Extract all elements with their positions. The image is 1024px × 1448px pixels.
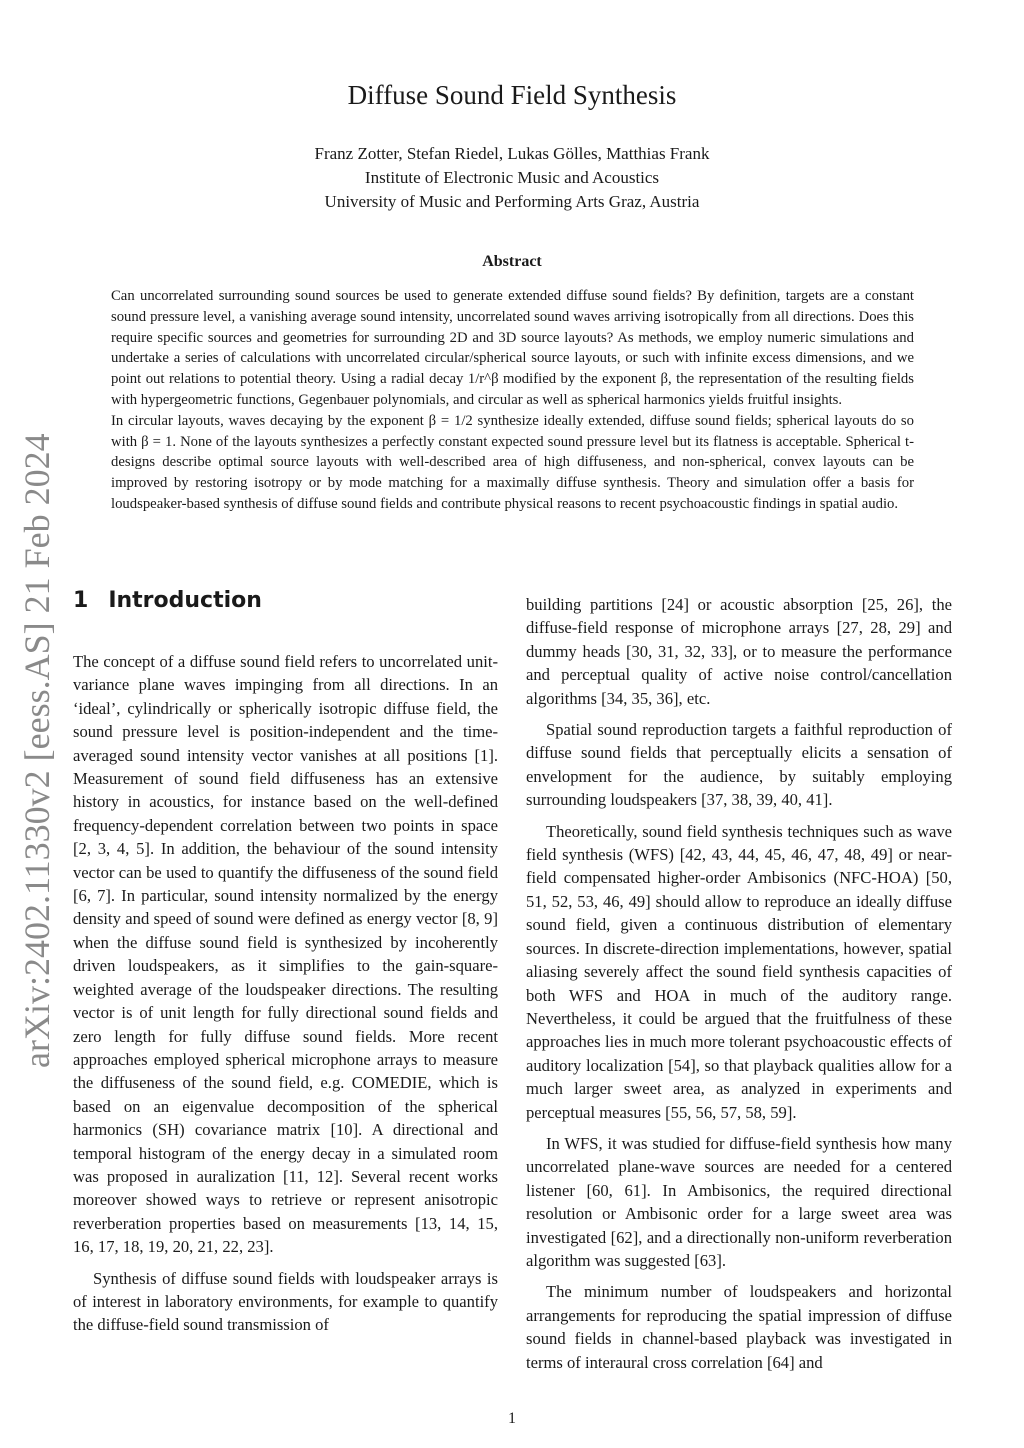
body-paragraph: The minimum number of loudspeakers and horizontal arrangements for reproducing the spatial impression of diffuse sound fields in channel-based playback was investigated in terms of interaural cross correlation [64] and	[526, 1282, 952, 1372]
abstract	[111, 286, 914, 515]
abstract-heading: Abstract	[482, 253, 542, 270]
author-block	[0, 142, 1024, 214]
right-column	[526, 593, 952, 1382]
body-paragraph: Theoretically, sound field synthesis techniques such as wave field synthesis (WFS) [42, 43, 44, 45, 46, 47, 48, 49] or near-field compensated higher-order Ambisonics (NFC-HOA) [50, 51, 52, 53, 46, 49] should allow to reproduce an ideally diffuse sound field, given a continuous distribution of elementary sources. In discrete-direction implementations, however, spatial aliasing severely affect the sound field synthesis capacities of both WFS and HOA in much of the auditory range. Nevertheless, it could be argued that the fruitfulness of these approaches lies in much more tolerant psychoacoustic effects of auditory localization [54], so that playback qualities allow for a much larger sweet area, as analyzed in experiments and perceptual measures [55, 56, 57, 58, 59].	[526, 821, 952, 1122]
body-paragraph: Spatial sound reproduction targets a faithful reproduction of diffuse sound fields that perceptually elicits a sensation of envelopment for the audience, by suitably employing surrounding loudspeakers [37, 38, 39, 40, 41].	[526, 720, 952, 810]
body-paragraph: Synthesis of diffuse sound fields with loudspeaker arrays is of interest in laboratory environments, for example to quantify the diffuse-field sound transmission of	[73, 1268, 498, 1335]
paper-title: Diffuse Sound Field Synthesis	[347, 80, 677, 110]
section-title: Introduction	[108, 588, 262, 613]
left-column	[73, 650, 498, 1345]
section-heading	[73, 588, 282, 613]
body-paragraph: In WFS, it was studied for diffuse-field synthesis how many uncorrelated plane-wave sources are needed for a centered listener [60, 61]. In Ambisonics, the required directional resolution or Ambisonic order for a large sweet area was investigated [62], and a directionally non-uniform reverberation algorithm was suggested [63].	[526, 1133, 952, 1270]
abstract-paragraph: Can uncorrelated surrounding sound sources be used to generate extended diffuse sound fields? By definition, targets are a constant sound pressure level, a vanishing average sound intensity, uncorrelated sound waves arriving isotropically from all directions. Does this require specific sources and geometries for surrounding 2D and 3D source layouts? As methods, we employ numeric simulations and undertake a series of calculations with uncorrelated circular/spherical source layouts, or such with infinite excess dimensions, and we point out relations to potential theory. Using a radial decay 1/r^β modified by the exponent β, the representation of the resulting fields with hypergeometric functions, Gegenbauer polynomials, and circular as well as spherical harmonics yields fruitful insights.	[111, 288, 914, 408]
arxiv-identifier: arXiv:2402.11330v2 [eess.AS] 21 Feb 2024	[17, 433, 57, 1068]
abstract-paragraph: In circular layouts, waves decaying by the exponent β = 1/2 synthesize ideally extended, diffuse sound fields; spherical layouts do so with β = 1. None of the layouts synthesizes a perfectly constant expected sound pressure level but its flatness is acceptable. Spherical t-designs describe optimal source layouts with well-described area of high diffuseness, and non-spherical, convex layouts can be improved by restoring isotropy or by mode matching for a maximally diffuse synthesis. Theory and simulation offer a basis for loudspeaker-based synthesis of diffuse sound fields and contribute physical reasons to recent psychoacoustic findings in spatial audio.	[111, 412, 914, 512]
page-number: 1	[508, 1410, 516, 1427]
affiliation-university: University of Music and Performing Arts Graz, Austria	[324, 192, 700, 211]
section-number: 1	[73, 588, 89, 613]
body-paragraph: building partitions [24] or acoustic absorption [25, 26], the diffuse-field response of microphone arrays [27, 28, 29] and dummy heads [30, 31, 32, 33], or to measure the performance and perceptual quality of active noise control/cancellation algorithms [34, 35, 36], etc.	[526, 595, 952, 708]
body-paragraph: The concept of a diffuse sound field refers to uncorrelated unit-variance plane waves impinging from all directions. In an ‘ideal’, cylindrically or spherically isotropic diffuse field, the sound pressure level is position-independent and the time-averaged sound intensity vector vanishes at all positions [1]. Measurement of sound field diffuseness has an extensive history in acoustics, for instance based on the well-defined frequency-dependent correlation between two points in space [2, 3, 4, 5]. In addition, the behaviour of the sound intensity vector can be used to quantify the diffuseness of the sound field [6, 7]. In particular, sound intensity normalized by the energy density and speed of sound were defined as energy vector [8, 9] when the diffuse sound field is synthesized by incoherently driven loudspeakers, as it simplifies to the gain-square-weighted average of the loudspeaker directions. The resulting vector is of unit length for fully directional sound fields and zero length for fully diffuse sound fields. More recent approaches employed spherical microphone arrays to measure the diffuseness of the sound field, e.g. COMEDIE, which is based on an eigenvalue decomposition of the spherical harmonics (SH) covariance matrix [10]. A directional and temporal histogram of the energy decay in a simulated room was proposed in auralization [11, 12]. Several recent works moreover showed ways to retrieve or represent anisotropic reverberation properties based on measurements [13, 14, 15, 16, 17, 18, 19, 20, 21, 22, 23].	[73, 652, 498, 1257]
authors: Franz Zotter, Stefan Riedel, Lukas Gölles, Matthias Frank	[314, 144, 710, 163]
affiliation-institute: Institute of Electronic Music and Acoustics	[364, 168, 660, 187]
